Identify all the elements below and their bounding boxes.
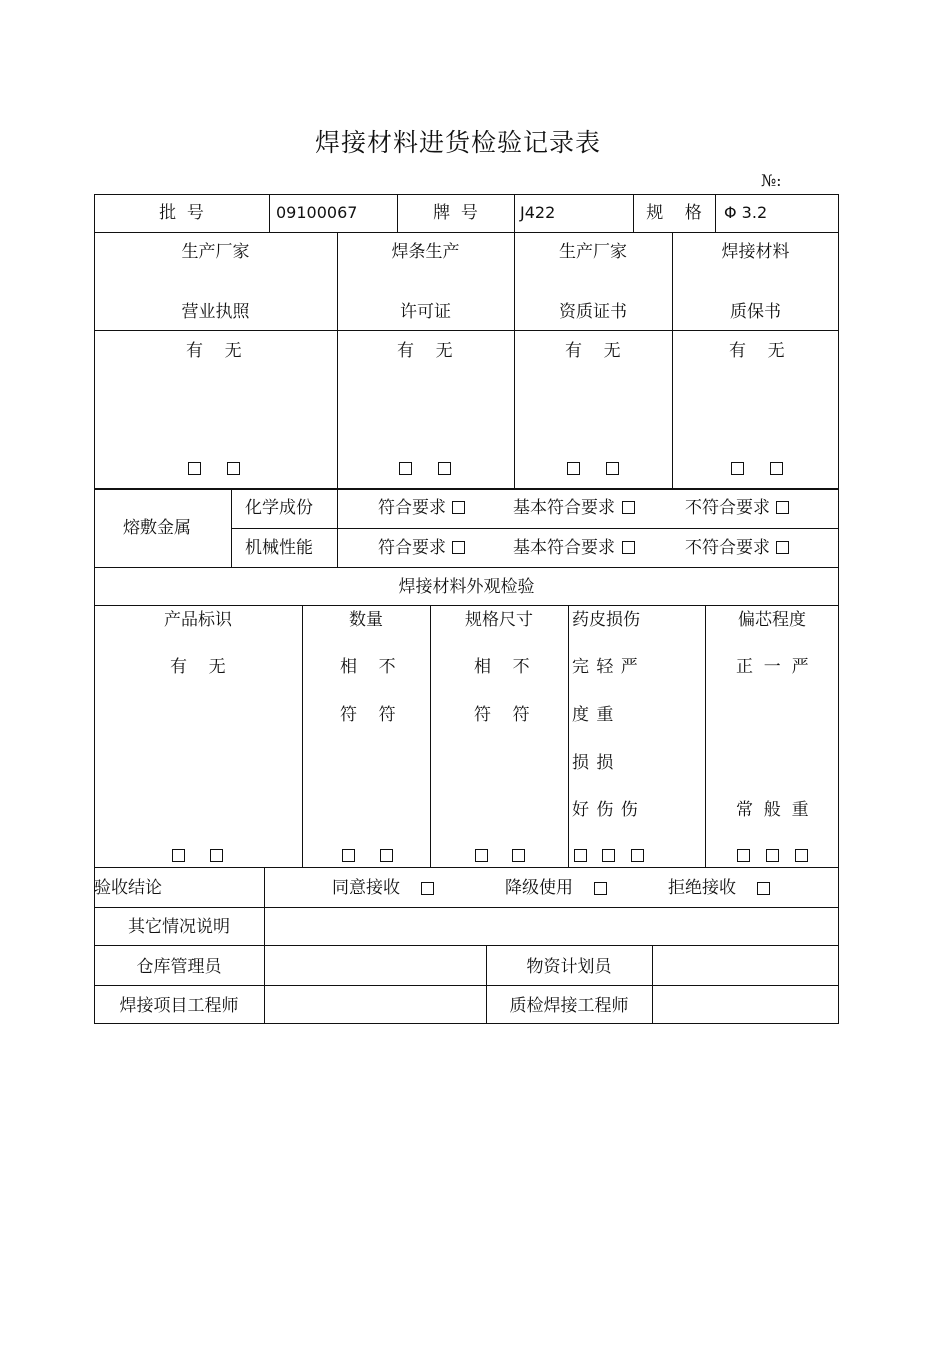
qc-welding-engineer-field[interactable]: [654, 987, 837, 1022]
product-mark-have-checkbox[interactable]: [172, 849, 185, 862]
appearance-title: 焊接材料外观检验: [398, 577, 535, 597]
coating-row3: 损 损: [572, 753, 614, 773]
cert-4-have-none: 有 无: [729, 341, 785, 361]
warehouse-keeper-label: 仓库管理员: [136, 957, 222, 977]
spec-size-match-checkbox[interactable]: [475, 849, 488, 862]
conclusion-label: 验收结论: [94, 878, 162, 898]
spec-size-label: 规格尺寸: [465, 610, 533, 630]
cert-2-have-checkbox[interactable]: [399, 462, 412, 475]
cert-1-line2: 营业执照: [181, 302, 250, 322]
material-planner-field[interactable]: [654, 947, 837, 984]
cert-4-have-checkbox[interactable]: [731, 462, 744, 475]
spec-size-row2: 符 符: [474, 705, 530, 725]
chem-meets-checkbox[interactable]: [452, 501, 465, 514]
spec-label: 规 格: [646, 203, 702, 223]
quantity-row1: 相 不: [340, 657, 396, 677]
eccentricity-label: 偏芯程度: [738, 610, 806, 630]
cert-3-line2: 资质证书: [559, 302, 627, 322]
cert-2-line1: 焊条生产: [391, 242, 460, 262]
cert-1-have-none: 有 无: [186, 341, 242, 361]
batch-value: 09100067: [276, 203, 358, 222]
chem-basic-checkbox[interactable]: [622, 501, 635, 514]
chem-fail-checkbox[interactable]: [776, 501, 789, 514]
quantity-label: 数量: [349, 610, 383, 630]
product-mark-options: 有 无: [170, 657, 226, 677]
cert-3-none-checkbox[interactable]: [606, 462, 619, 475]
mechanical-properties-label: 机械性能: [245, 538, 313, 558]
cert-2-have-none: 有 无: [397, 341, 453, 361]
welding-engineer-label: 焊接项目工程师: [119, 996, 239, 1016]
mech-opt-basic: 基本符合要求: [513, 538, 615, 558]
mech-fail-checkbox[interactable]: [776, 541, 789, 554]
brand-label: 牌 号: [433, 203, 478, 223]
chem-opt-meets: 符合要求: [378, 498, 446, 518]
coating-intact-checkbox[interactable]: [574, 849, 587, 862]
quantity-match-checkbox[interactable]: [342, 849, 355, 862]
cert-1-have-checkbox[interactable]: [188, 462, 201, 475]
product-mark-none-checkbox[interactable]: [210, 849, 223, 862]
quantity-row2: 符 符: [340, 705, 396, 725]
cert-4-line2: 质保书: [730, 302, 781, 322]
product-mark-label: 产品标识: [164, 610, 232, 630]
mech-basic-checkbox[interactable]: [622, 541, 635, 554]
coating-minor-checkbox[interactable]: [602, 849, 615, 862]
cert-2-line2: 许可证: [400, 302, 451, 322]
chem-opt-fail: 不符合要求: [685, 498, 770, 518]
cert-1-line1: 生产厂家: [181, 242, 250, 262]
spec-size-mismatch-checkbox[interactable]: [512, 849, 525, 862]
coating-row2: 度 重: [572, 705, 614, 725]
cert-3-have-checkbox[interactable]: [567, 462, 580, 475]
cert-4-none-checkbox[interactable]: [770, 462, 783, 475]
mech-opt-meets: 符合要求: [378, 538, 446, 558]
qc-welding-engineer-label: 质检焊接工程师: [509, 996, 629, 1016]
chem-opt-basic: 基本符合要求: [513, 498, 615, 518]
coating-severe-checkbox[interactable]: [631, 849, 644, 862]
quantity-mismatch-checkbox[interactable]: [380, 849, 393, 862]
downgrade-checkbox[interactable]: [594, 882, 607, 895]
brand-value: J422: [520, 203, 556, 222]
mech-opt-fail: 不符合要求: [685, 538, 770, 558]
eccentricity-row2: 常 般 重: [736, 800, 809, 820]
batch-label: 批 号: [159, 203, 204, 223]
page-title: 焊接材料进货检验记录表: [314, 128, 601, 157]
cert-3-have-none: 有 无: [565, 341, 621, 361]
cert-4-line1: 焊接材料: [721, 242, 790, 262]
other-notes-label: 其它情况说明: [128, 917, 230, 937]
coating-damage-label: 药皮损伤: [572, 610, 640, 630]
warehouse-keeper-field[interactable]: [266, 947, 485, 984]
coating-row4: 好 伤 伤: [572, 800, 638, 820]
eccentricity-severe-checkbox[interactable]: [795, 849, 808, 862]
mech-meets-checkbox[interactable]: [452, 541, 465, 554]
cert-3-line1: 生产厂家: [559, 242, 627, 262]
eccentricity-normal-checkbox[interactable]: [737, 849, 750, 862]
other-notes-field[interactable]: [266, 909, 837, 944]
accept-checkbox[interactable]: [421, 882, 434, 895]
cert-2-none-checkbox[interactable]: [438, 462, 451, 475]
material-planner-label: 物资计划员: [526, 957, 612, 977]
reject-checkbox[interactable]: [757, 882, 770, 895]
conclusion-accept: 同意接收: [332, 878, 400, 898]
record-number-label: №:: [761, 171, 782, 190]
spec-value: Φ 3.2: [724, 203, 768, 222]
coating-row1: 完 轻 严: [572, 657, 638, 677]
conclusion-downgrade: 降级使用: [505, 878, 573, 898]
conclusion-reject: 拒绝接收: [668, 878, 736, 898]
deposited-metal-label: 熔敷金属: [123, 518, 191, 538]
eccentricity-general-checkbox[interactable]: [766, 849, 779, 862]
spec-size-row1: 相 不: [474, 657, 530, 677]
chemical-composition-label: 化学成份: [245, 498, 313, 518]
eccentricity-row1: 正 一 严: [736, 657, 809, 677]
welding-engineer-field[interactable]: [266, 987, 485, 1022]
cert-1-none-checkbox[interactable]: [227, 462, 240, 475]
